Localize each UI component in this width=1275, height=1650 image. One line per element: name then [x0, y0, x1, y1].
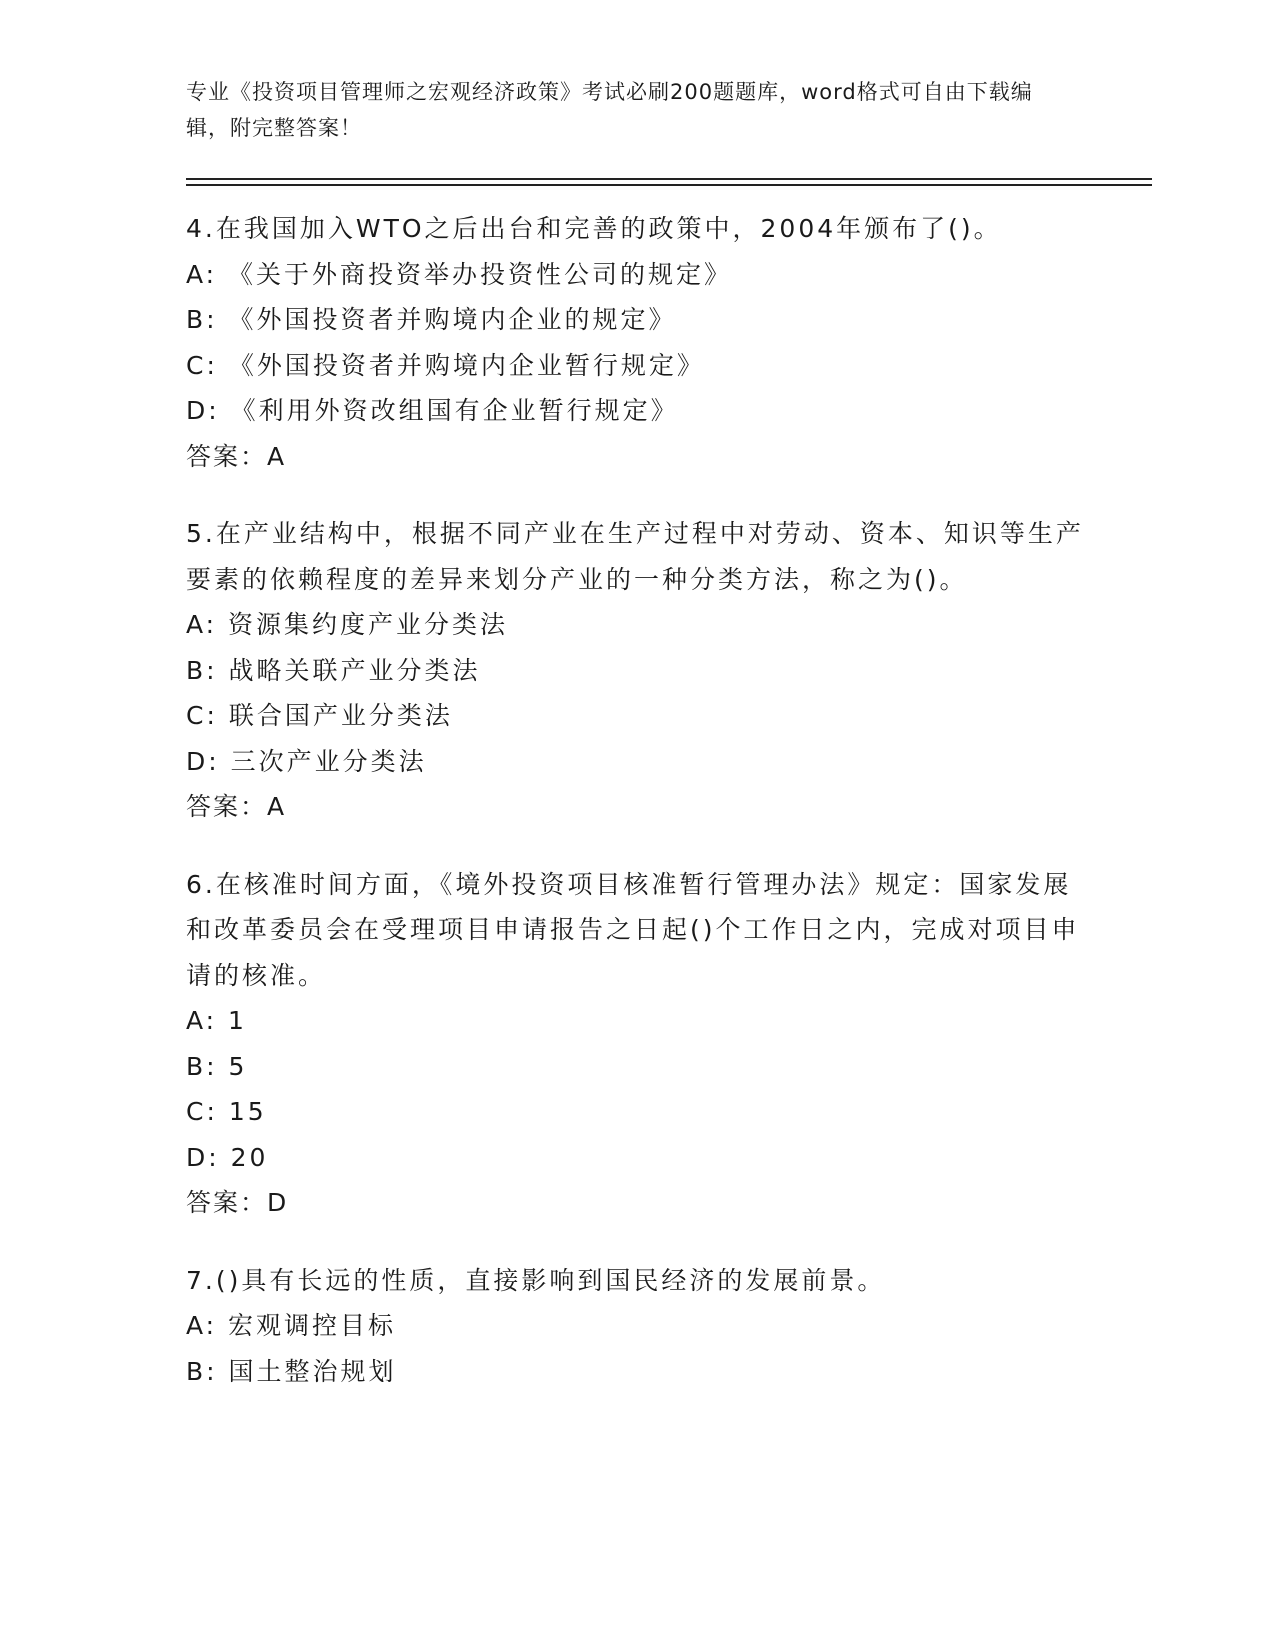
option-b: B: 5 — [186, 1051, 248, 1081]
option-d: D: 三次产业分类法 — [186, 746, 427, 776]
option-a: A: 1 — [186, 1006, 247, 1035]
question-item — [186, 862, 1086, 1226]
answer-label: 答案： — [186, 792, 268, 821]
option-d: D: 20 — [186, 1142, 269, 1172]
question-stem: 7.()具有长远的性质，直接影响到国民经济的发展前景。 — [186, 1265, 886, 1295]
question-stem: 5.在产业结构中，根据不同产业在生产过程中对劳动、资本、知识等生产要素的依赖程度的差异来划分产业的一种分类方法，称之为()。 — [186, 519, 1084, 594]
answer-label: 答案： — [186, 441, 268, 471]
question-stem: 6.在核准时间方面，《境外投资项目核准暂行管理办法》规定：国家发展和改革委员会在受理项目申请报告之日起()个工作日之内，完成对项目申请的核准。 — [186, 869, 1080, 990]
answer-line — [186, 1180, 1086, 1226]
answer-line — [186, 784, 1086, 830]
answer-line — [186, 434, 1086, 480]
question-item — [186, 206, 1086, 479]
answer-value: A — [267, 441, 287, 471]
option-b: B: 国土整治规划 — [186, 1356, 397, 1386]
option-c: C: 《外国投资者并购境内企业暂行规定》 — [186, 350, 705, 380]
answer-label: 答案： — [186, 1188, 268, 1217]
option-a: A: 宏观调控目标 — [186, 1311, 397, 1340]
option-b: B: 战略关联产业分类法 — [186, 655, 481, 685]
option-c: C: 15 — [186, 1097, 267, 1126]
answer-value: D — [267, 1188, 289, 1217]
option-a: A: 《关于外商投资举办投资性公司的规定》 — [186, 259, 733, 289]
question-item — [186, 511, 1086, 830]
answer-value: A — [267, 792, 287, 821]
option-c: C: 联合国产业分类法 — [186, 701, 453, 730]
option-a: A: 资源集约度产业分类法 — [186, 610, 509, 639]
question-stem: 4.在我国加入WTO之后出台和完善的政策中，2004年颁布了()。 — [186, 214, 1002, 243]
option-d: D: 《利用外资改组国有企业暂行规定》 — [186, 396, 679, 425]
question-list — [186, 206, 1086, 1426]
option-b: B: 《外国投资者并购境内企业的规定》 — [186, 305, 677, 334]
header-rule-bottom — [186, 184, 1152, 186]
document-header: 专业《投资项目管理师之宏观经济政策》考试必刷200题题库，word格式可自由下载编辑，附完整答案！ — [186, 80, 1033, 140]
header-rule-top — [186, 178, 1152, 180]
question-item — [186, 1258, 1086, 1395]
